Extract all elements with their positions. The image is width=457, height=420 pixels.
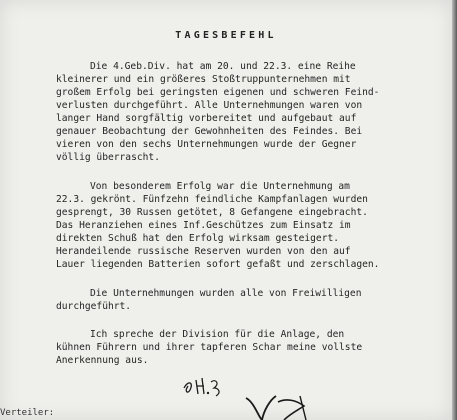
body-line: völlig überrascht. [56, 152, 160, 163]
handwritten-initials [180, 374, 230, 400]
body-line: Anerkennung aus. [56, 355, 149, 366]
document-title: TAGESBEFEHL [175, 30, 277, 41]
body-line: kleinerer und ein größeres Stoßtruppunternehmen mit [56, 74, 351, 85]
body-line: direkten Schuß hat den Erfolg wirksam gesteigert. [56, 233, 340, 244]
body-line: Lauer liegenden Batterien sofort gefaßt und zerschlagen. [56, 259, 380, 270]
body-line: langer Hand sorgfältig vorbereitet und aufgebaut auf [56, 113, 357, 124]
signature [240, 392, 320, 420]
body-line: Das Heranziehen eines Inf.Geschützes zum Einsatz im [56, 220, 351, 231]
body-line: Von besonderem Erfolg war die Unternehmung am [90, 181, 350, 192]
body-line: Herandeilende russische Reserven wurden von den auf [56, 246, 351, 257]
body-line: kühnen Führern und ihrer tapferen Schar meine vollste [56, 342, 363, 353]
body-line: durchgeführt. [56, 301, 132, 312]
body-line: gesprengt, 30 Russen getötet, 8 Gefangene eingebracht. [56, 207, 368, 218]
body-line: genauer Beobachtung der Gewohnheiten des Feindes. Bei [56, 126, 363, 137]
distribution-label: Verteiler: [0, 408, 55, 418]
body-line: 22.3. gekrönt. Fünfzehn feindliche Kampfanlagen wurden [56, 194, 368, 205]
body-line: großem Erfolg bei geringsten eigenen und schweren Feind- [56, 87, 380, 98]
body-line: Die 4.Geb.Div. hat am 20. und 22.3. eine Reihe [90, 61, 356, 72]
body-line: Die Unternehmungen wurden alle von Freiwilligen [90, 288, 362, 299]
page-edge [452, 0, 457, 420]
body-line: Ich spreche der Division für die Anlage, den [90, 329, 345, 340]
body-line: vieren von den sechs Unternehmungen wurde der Gegner [56, 139, 357, 150]
body-line: verlusten durchgeführt. Alle Unternehmungen waren von [56, 100, 363, 111]
